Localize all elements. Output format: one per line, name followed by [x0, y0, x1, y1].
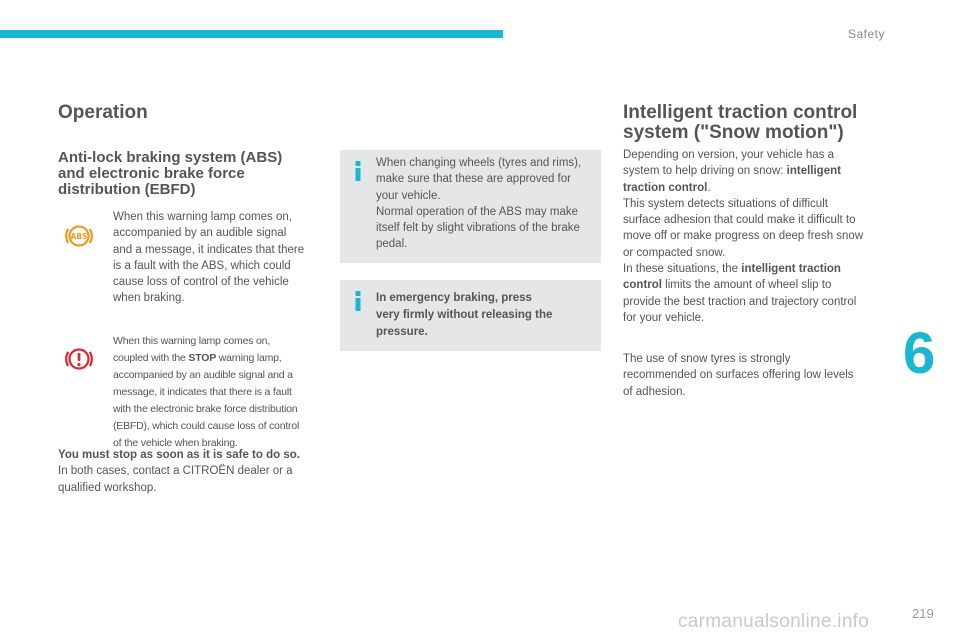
chapter-number: 6 [903, 321, 936, 386]
text-line: when braking. [113, 292, 185, 305]
abs-subtitle-line: and electronic brake force [58, 165, 245, 182]
text-line: move off or make progress on deep fresh snow [623, 230, 864, 243]
text-line: your vehicle. [376, 189, 441, 202]
text-line: surface adhesion that could make it difficult to [623, 214, 856, 227]
bold-term: intelligent [786, 165, 841, 178]
stop-word: STOP [188, 352, 217, 364]
title-line: Intelligent traction control [623, 102, 858, 123]
text-line: and a message, it indicates that there [113, 243, 305, 256]
text-line: This system detects situations of difficult [623, 197, 828, 210]
info-box-emergency-text [376, 290, 552, 341]
text-line: of adhesion. [623, 385, 686, 398]
text-line: accompanied by an audible signal [113, 227, 287, 240]
top-accent-bar [0, 30, 503, 38]
text-line: message, it indicates that there is a fault [113, 386, 292, 398]
text-line: (EBFD), which could cause loss of control [113, 420, 300, 432]
text-fragment: . [707, 181, 711, 194]
abs-subtitle-line: Anti-lock braking system (ABS) [58, 149, 283, 166]
info-icon [351, 291, 365, 311]
stop-warning-text: You must stop as soon as it is safe to do so. [58, 449, 300, 461]
snow-tyres-text [623, 351, 854, 400]
brake-lamp-description [113, 333, 299, 452]
text-fragment: warning lamp, [216, 352, 282, 364]
text-line: Normal operation of the ABS may make [376, 205, 578, 218]
text-line: pedal. [376, 238, 408, 251]
text-line: qualified workshop. [58, 481, 157, 494]
text-line: When this warning lamp comes on, [113, 211, 292, 223]
text-line: cause loss of control of the vehicle [113, 276, 289, 289]
text-line: is a fault with the ABS, which could [113, 259, 291, 272]
snow-motion-title [623, 103, 857, 143]
text-line: or compacted snow. [623, 246, 726, 259]
text-fragment: system to help driving on snow: [623, 165, 787, 178]
svg-text:ABS: ABS [70, 232, 88, 242]
text-line: pressure. [376, 326, 428, 338]
text-line: Depending on version, your vehicle has a [623, 149, 834, 161]
text-line: When changing wheels (tyres and rims), [376, 157, 582, 169]
text-fragment: coupled with the [113, 352, 189, 364]
text-line: The use of snow tyres is strongly [623, 353, 791, 365]
info-box-emergency-braking [340, 280, 601, 351]
bold-term: intelligent traction [741, 263, 841, 276]
page-number: 219 [912, 606, 934, 621]
abs-warning-lamp-icon [63, 220, 95, 252]
info-icon [351, 161, 365, 181]
text-line: provide the best traction and trajectory control [623, 295, 857, 308]
abs-subtitle [58, 150, 282, 198]
text-line: for your vehicle. [623, 311, 705, 324]
text-line: of the vehicle when braking. [113, 437, 238, 449]
text-line: with the electronic brake force distribution [113, 403, 298, 415]
abs-lamp-description [113, 209, 304, 307]
abs-subtitle-line: distribution (EBFD) [58, 181, 196, 198]
brake-warning-lamp-icon [63, 343, 95, 375]
operation-title: Operation [58, 102, 148, 123]
bold-term: traction control [623, 181, 708, 194]
text-line: When this warning lamp comes on, [113, 335, 271, 347]
text-line: accompanied by an audible signal and a [113, 369, 293, 381]
snow-motion-intro [623, 147, 863, 326]
watermark: carmanualsonline.info [678, 611, 870, 632]
text-fragment: In these situations, the [623, 263, 742, 276]
section-label: Safety [847, 27, 885, 41]
text-line: very firmly without releasing the [376, 309, 553, 321]
info-box-wheels-text [376, 155, 581, 253]
text-fragment: limits the amount of wheel slip to [661, 279, 832, 292]
text-line: recommended on surfaces offering low levels [623, 369, 854, 382]
title-line: system ("Snow motion") [623, 122, 844, 143]
text-line: In both cases, contact a CITROËN dealer or a [58, 465, 293, 478]
text-line: In emergency braking, press [376, 292, 532, 304]
info-box-wheels [340, 150, 601, 263]
text-line: itself felt by slight vibrations of the brake [376, 222, 580, 235]
text-line: make sure that these are approved for [376, 173, 571, 186]
bold-term: control [623, 279, 662, 292]
contact-dealer-text [58, 447, 300, 496]
